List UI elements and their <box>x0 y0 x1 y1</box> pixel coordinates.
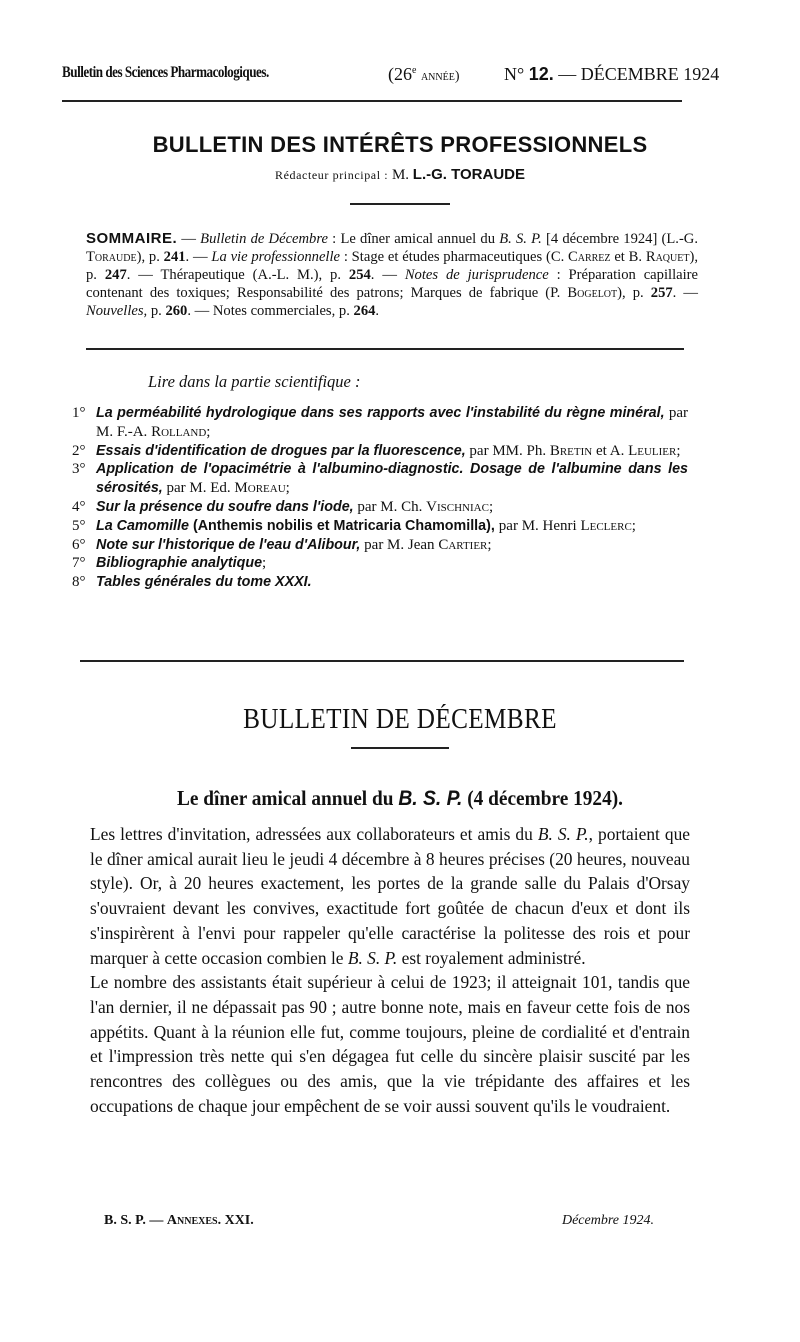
article-title-text: Le dîner amical annuel du <box>176 786 399 810</box>
article-title-date: (4 décembre 1924). <box>462 786 623 810</box>
annee-sup: e <box>412 65 417 76</box>
footer-left <box>104 1213 254 1229</box>
paragraph-text: Les lettres d'invitation, adressées aux collaborateurs et amis du <box>90 824 538 844</box>
sommaire-italic: Notes de jurisprudence <box>404 267 549 284</box>
sommaire-italic: La vie professionnelle <box>211 249 341 266</box>
toc-item <box>72 460 688 498</box>
sommaire-text: : Le dîner amical annuel du <box>327 231 500 247</box>
sommaire-text: — <box>181 231 201 247</box>
footer-date: Décembre 1924. <box>561 1213 654 1228</box>
toc-item <box>72 404 688 442</box>
sommaire-text: : Stage et études pharmaceutiques (C. <box>340 249 569 266</box>
toc-number: 3° <box>72 461 86 478</box>
toc-rule <box>80 660 684 662</box>
toc-number: 2° <box>72 442 86 459</box>
sommaire-text: . <box>375 303 380 320</box>
toc-by: par M. Henri <box>498 517 581 534</box>
paragraph-text: , portaient que le dîner amical aurait lieu le jeudi 4 décembre à 8 heures précises (20 heures, nouveau style). Or, à 20 heures exactement, les portes de la grande salle du Palais d'Orsay s'ouvraient devant les convives, exactitude fort goûtée de chacun d'eux et dont ils s'inspirèrent à l'envi pour rappeler qu'elle caractérise la politesse des rois et pour marquer à cette occasion combien le <box>90 824 690 968</box>
toc-item <box>72 442 688 461</box>
paragraph-text: est royalement administré. <box>397 947 586 968</box>
bulletin-title: BULLETIN DE DÉCEMBRE <box>243 704 557 735</box>
sommaire-text: et B. <box>610 249 646 266</box>
sommaire-page: 257 <box>650 285 673 302</box>
sommaire-text: : Préparation capillaire contenant des toxiques; Responsabilité des patrons; Marques de fabrique (P. <box>86 267 698 302</box>
annee-word: année) <box>420 69 460 84</box>
toc-by: par MM. Ph. <box>465 442 550 459</box>
sommaire-page: 260 <box>165 303 188 320</box>
sommaire-heading: SOMMAIRE. <box>86 230 178 247</box>
sommaire-text: p. <box>147 303 166 320</box>
paragraph: Le nombre des assistants était supérieur à celui de 1923; il atteignait 101, tandis que l'an dernier, il ne dépassait pas 90 ; autre bonne note, mais en faveur cette fois de nos appétits. Quant à la réunion elle fut, comme toujours, pleine de cordialité et d'entrain et l'impression très nette qui s'en dégagea fut celle du sincère plaisir suscité par les rencontres des collègues ou des amis, que la vie trépidante des affaires et les occupations de chaque jour empêchent de se voir aussi souvent qu'ils le voudraient. <box>90 972 690 1116</box>
sommaire-text: [4 décembre 1924] (L.-G. <box>541 231 698 247</box>
toc-item <box>72 573 688 592</box>
issue-date: — DÉCEMBRE 1924 <box>558 64 720 84</box>
toc-end: ; <box>488 498 494 515</box>
toc-end: ; <box>676 442 681 459</box>
redacteur-label: Rédacteur principal : <box>274 168 389 182</box>
sommaire-italic: B. S. P. <box>499 231 542 247</box>
toc-by: par M. Ed. <box>162 480 235 497</box>
toc-number: 8° <box>72 574 86 591</box>
running-header <box>62 64 720 86</box>
sommaire-text: . — Thérapeutique (A.-L. M.), p. <box>126 267 349 284</box>
article-title <box>32 786 768 811</box>
sommaire <box>86 230 698 320</box>
annee <box>388 64 460 85</box>
sommaire-italic: Nouvelles, <box>86 303 148 320</box>
sommaire-text: . — <box>185 249 212 266</box>
article-body <box>90 822 690 1118</box>
sommaire-author: Toraude <box>86 249 137 266</box>
toc-author: Bretin <box>549 442 593 459</box>
sommaire-text: . — <box>370 267 405 284</box>
sommaire-author: Raquet <box>645 249 690 266</box>
toc-number: 5° <box>72 517 86 534</box>
numero-prefix: N° <box>504 64 525 84</box>
toc-author: Leclerc <box>580 517 632 534</box>
footer-volume: . XXI. <box>217 1213 254 1228</box>
redacteur-name: L.-G. TORAUDE <box>412 166 526 183</box>
sommaire-rule <box>86 348 684 350</box>
sommaire-text: ), p. <box>86 249 698 284</box>
toc-by: par M. Jean <box>360 536 439 553</box>
toc-author: Vischniac <box>426 498 489 515</box>
redacteur-prefix: M. <box>391 167 410 183</box>
toc-title: Essais d'identification de drogues par la fluorescence, <box>96 442 466 459</box>
sommaire-text: ), p. <box>136 249 164 266</box>
toc-extra: (Anthemis nobilis et Matricaria Chamomilla), <box>188 517 499 534</box>
toc-item <box>72 517 688 536</box>
toc-number: 7° <box>72 555 86 572</box>
sommaire-author: Carrez <box>568 249 611 266</box>
header-rule <box>62 100 682 102</box>
annee-number: (26 <box>388 64 412 84</box>
toc-number: 6° <box>72 536 86 553</box>
toc-end: ; <box>206 423 211 440</box>
short-rule-2 <box>351 747 449 749</box>
sommaire-author: Bogelot <box>567 285 618 302</box>
sommaire-text: . — <box>672 285 698 302</box>
sommaire-text: . — Notes commerciales, p. <box>187 303 354 320</box>
toc-by: par M. Ch. <box>353 498 427 515</box>
toc-author: Cartier <box>438 536 488 553</box>
footer-annexes: Annexes <box>166 1213 218 1228</box>
sommaire-text: ), p. <box>617 285 651 302</box>
toc-item <box>72 554 688 573</box>
sommaire-page: 264 <box>353 303 376 320</box>
paragraph-italic: B. S. P. <box>537 824 589 844</box>
toc-title: Application de l'opacimétrie à l'albumino-diagnostic. Dosage de l'albumine dans les sérosités, <box>96 461 688 497</box>
toc-title: La Camomille <box>96 517 189 534</box>
sommaire-page: 247 <box>104 267 127 284</box>
toc-item <box>72 536 688 555</box>
sommaire-page: 254 <box>348 267 371 284</box>
article-title-bsp: B. S. P. <box>398 787 463 810</box>
toc-author: Moreau <box>234 480 286 497</box>
sommaire-italic: Bulletin de Décembre <box>200 231 328 247</box>
scientific-toc <box>72 404 688 592</box>
redacteur-line <box>0 166 800 184</box>
toc-author: Leulier <box>628 442 677 459</box>
sommaire-page: 241 <box>163 249 186 266</box>
paragraph-italic: B. S. P. <box>347 947 398 968</box>
toc-title: Sur la présence du soufre dans l'iode, <box>96 498 354 515</box>
footer-left-text: B. S. P. — <box>104 1213 167 1228</box>
issue-number <box>504 64 719 85</box>
short-rule-1 <box>350 203 450 205</box>
toc-end: ; <box>285 480 290 497</box>
toc-end: ; <box>487 536 492 553</box>
toc-by: et A. <box>592 442 629 459</box>
toc-item <box>72 498 688 517</box>
toc-title: Bibliographie analytique <box>96 555 263 572</box>
toc-number: 4° <box>72 498 86 515</box>
toc-title: La perméabilité hydrologique dans ses rapports avec l'instabilité du règne minéral, <box>96 405 665 421</box>
lire-intro: Lire dans la partie scientifique : <box>148 372 361 391</box>
toc-title: Tables générales du tome XXXI. <box>96 574 312 591</box>
toc-end: ; <box>262 555 267 572</box>
numero: 12. <box>528 64 554 84</box>
toc-author: Rolland <box>151 423 207 440</box>
toc-number: 1° <box>72 405 86 421</box>
toc-end: ; <box>631 517 636 534</box>
toc-title: Note sur l'historique de l'eau d'Alibour, <box>96 536 361 553</box>
paragraph <box>90 822 690 970</box>
journal-title: Bulletin des Sciences Pharmacologiques. <box>62 64 269 81</box>
toc-by: par M. F.-A. <box>96 405 688 440</box>
section-title: BULLETIN DES INTÉRÊTS PROFESSIONNELS <box>152 132 648 157</box>
